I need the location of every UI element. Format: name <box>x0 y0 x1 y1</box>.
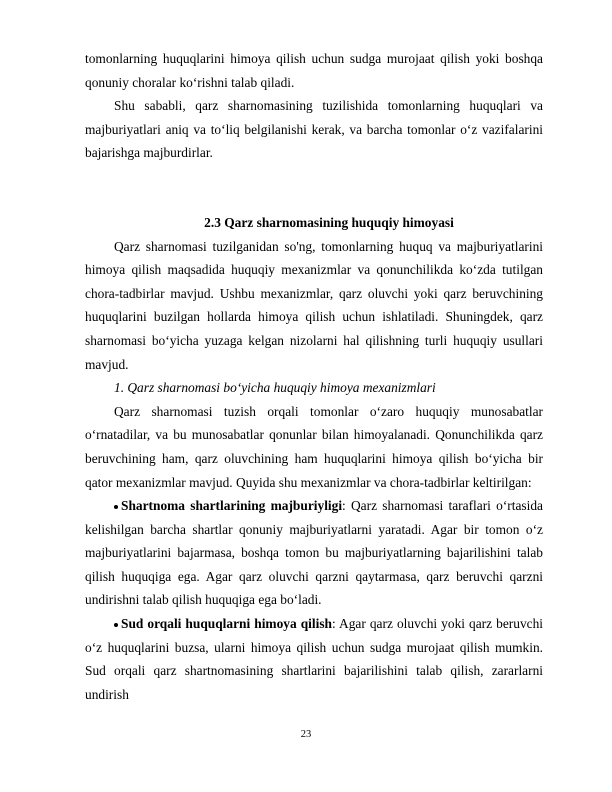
list-item-title: Sud orqali huquqlarni himoya qilish <box>121 616 332 632</box>
paragraph-mechanisms: Qarz sharnomasi tuzish orqali tomonlar o‘zaro huquqiy munosabatlar o‘rnatadilar, va bu munosabatlar qonunlar bilan himoyalanadi. Qonunchilikda qarz beruvchining ham, qarz oluvchining ham huquqlarini himoya qilish bo‘yicha bir qator mexanizmlar mavjud. Quyida shu mexanizmlar va chora-tadbirlar keltirilgan: <box>85 403 543 490</box>
list-item-court <box>85 612 543 706</box>
list-item-title: Shartnoma shartlarining majburiyligi <box>121 498 343 514</box>
page-number: 23 <box>300 729 312 740</box>
section-gap <box>85 165 543 211</box>
list-item-obligations <box>85 494 543 612</box>
section-title: 2.3 Qarz sharnomasining huquqiy himoyasi <box>204 214 454 230</box>
subheading: 1. Qarz sharnomasi bo‘yicha huquqiy himoya mexanizmlari <box>114 380 436 396</box>
paragraph-summary: Shu sababli, qarz sharnomasining tuzilishida tomonlarning huquqlari va majburiyatlari aniq va to‘liq belgilanishi kerak, va barcha tomonlar o‘z vazifalarini bajarishga majburdirlar. <box>85 98 543 161</box>
list-item-text: : Qarz sharnomasi taraflari o‘rtasida kelishilgan barcha shartlar qonuniy majburiyatlarni yaratadi. Agar bir tomon o‘z majburiyatlarini bajarmasa, boshqa tomon bu majburiyatlarning bajarilishini talab qilish huquqiga ega. Agar qarz oluvchi qarzni qaytarmasa, qarz beruvchi qarzni undirishni talab qilish huquqiga ega bo‘ladi. <box>85 498 543 608</box>
paragraph-intro: Qarz sharnomasi tuzilganidan so'ng, tomonlarning huquq va majburiyatlarini himoya qilish maqsadida huquqiy mexanizmlar va qonunchilikda ko‘zda tutilgan chora-tadbirlar mavjud. Ushbu mexanizmlar, qarz oluvchi yoki qarz beruvchining huquqlarini buzilgan hollarda himoya qilish uchun ishlatiladi. Shuningdek, qarz sharnomasi bo‘yicha yuzaga kelgan nizolarni hal qilishning turli huquqiy usullari mavjud. <box>85 238 543 372</box>
list-item-text: : Agar qarz oluvchi yoki qarz beruvchi o‘z huquqlarini buzsa, ularni himoya qilish uchun sudga murojaat qilish mumkin. Sud orqali qarz shartnomasining shartlarini bajarilishini talab qilish, zararlarni undirish <box>85 616 543 702</box>
bullet-icon <box>114 505 118 509</box>
document-page <box>85 47 543 706</box>
paragraph-continuation: tomonlarning huquqlarini himoya qilish uchun sudga murojaat qilish yoki boshqa qonuniy choralar ko‘rishni talab qiladi. <box>85 51 543 90</box>
bullet-icon <box>114 623 118 627</box>
